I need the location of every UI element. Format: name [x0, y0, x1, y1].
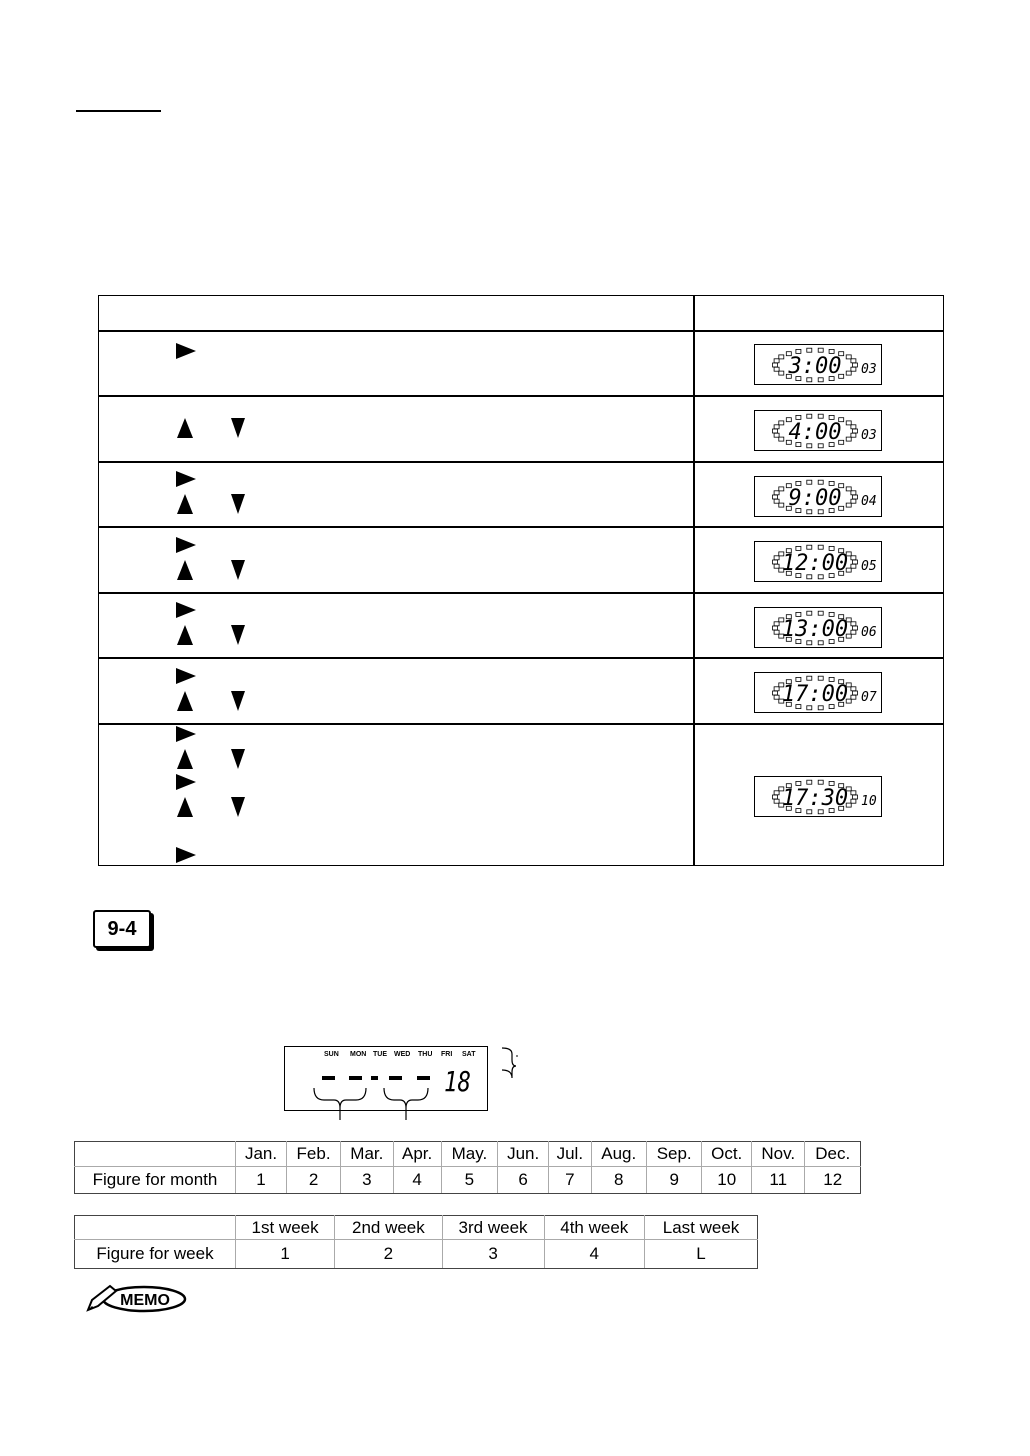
up-arrow-key-icon: [177, 560, 193, 580]
memo-label: MEMO: [120, 1292, 170, 1309]
lcd-time-digits: 3:00: [788, 354, 842, 379]
up-arrow-key-icon: [177, 749, 193, 769]
month-figure: 11: [751, 1167, 804, 1194]
week-header: Last week: [645, 1216, 758, 1240]
day-label: WED: [394, 1051, 411, 1058]
right-arrow-key-icon: [176, 668, 196, 684]
lcd-suffix-digits: 05: [861, 559, 877, 574]
lcd-display: [754, 776, 882, 817]
row-label: Figure for month: [75, 1167, 236, 1194]
month-header: Aug.: [591, 1142, 646, 1167]
memo-icon: [84, 1282, 188, 1314]
week-header: 3rd week: [442, 1216, 544, 1240]
blank-cell: [75, 1216, 236, 1240]
down-arrow-key-icon: [231, 749, 245, 769]
week-header-row: [75, 1216, 758, 1240]
lcd-suffix-digits: 04: [861, 494, 877, 509]
row-divider: [99, 395, 943, 397]
month-header: Mar.: [341, 1142, 394, 1167]
down-arrow-key-icon: [231, 418, 245, 438]
day-label: THU: [418, 1051, 433, 1058]
row-divider: [99, 330, 943, 332]
heading-underline: [76, 110, 161, 112]
lcd-time-digits: 4:00: [788, 420, 842, 445]
month-figure: 6: [498, 1167, 549, 1194]
month-figure: 9: [646, 1167, 701, 1194]
lcd-display: [754, 672, 882, 713]
lcd-screen: [755, 411, 883, 452]
down-arrow-key-icon: [231, 560, 245, 580]
up-arrow-key-icon: [177, 625, 193, 645]
lcd-screen: [755, 345, 883, 386]
callout-brackets: [300, 1040, 540, 1125]
month-header: Dec.: [805, 1142, 861, 1167]
row-divider: [99, 657, 943, 659]
day-label: SUN: [324, 1051, 339, 1058]
month-header: Apr.: [393, 1142, 441, 1167]
day-label: TUE: [373, 1051, 387, 1058]
lcd-suffix-digits: 06: [861, 625, 877, 640]
month-figure-row: [75, 1167, 861, 1194]
month-figure: 3: [341, 1167, 394, 1194]
lcd-screen: [755, 673, 883, 714]
section-badge: 9-4: [93, 910, 151, 948]
lcd-suffix-digits: 03: [861, 428, 877, 443]
lcd-time-digits: 12:00: [781, 551, 849, 576]
lcd-display: [754, 344, 882, 385]
month-figure: 1: [236, 1167, 287, 1194]
lcd-suffix-digits: 07: [861, 690, 877, 705]
row-divider: [99, 526, 943, 528]
month-header: Feb.: [287, 1142, 341, 1167]
lcd-time-digits: 13:00: [781, 617, 849, 642]
right-arrow-key-icon: [176, 602, 196, 618]
row-divider: [99, 461, 943, 463]
right-arrow-key-icon: [176, 774, 196, 790]
lcd-suffix-digits: 03: [861, 362, 877, 377]
week-header: 4th week: [544, 1216, 645, 1240]
week-figure: 3: [442, 1240, 544, 1269]
lcd-display: [754, 541, 882, 582]
lcd-time-digits: 9:00: [788, 486, 842, 511]
month-header: Sep.: [646, 1142, 701, 1167]
row-divider: [99, 723, 943, 725]
down-arrow-key-icon: [231, 691, 245, 711]
day-label: MON: [350, 1051, 367, 1058]
right-arrow-key-icon: [176, 847, 196, 863]
week-figure: 1: [236, 1240, 335, 1269]
row-divider: [99, 592, 943, 594]
right-arrow-key-icon: [176, 343, 196, 359]
up-arrow-key-icon: [177, 691, 193, 711]
month-figure: 5: [441, 1167, 497, 1194]
month-header: May.: [441, 1142, 497, 1167]
month-figure: 2: [287, 1167, 341, 1194]
right-arrow-key-icon: [176, 726, 196, 742]
up-arrow-key-icon: [177, 418, 193, 438]
lcd-suffix-digits: 10: [861, 794, 877, 809]
lcd-screen: [755, 608, 883, 649]
lcd-display: [754, 607, 882, 648]
lcd-screen: [755, 777, 883, 818]
month-header: Nov.: [751, 1142, 804, 1167]
up-arrow-key-icon: [177, 797, 193, 817]
month-header: Jul.: [549, 1142, 591, 1167]
lcd-display: [754, 410, 882, 451]
up-arrow-key-icon: [177, 494, 193, 514]
month-header: Jun.: [498, 1142, 549, 1167]
week-figure-row: [75, 1240, 758, 1269]
month-header-row: [75, 1142, 861, 1167]
day-label: SAT: [462, 1051, 476, 1058]
month-figure: 12: [805, 1167, 861, 1194]
right-arrow-key-icon: [176, 471, 196, 487]
week-figure: L: [645, 1240, 758, 1269]
month-figure: 8: [591, 1167, 646, 1194]
week-figure: 2: [335, 1240, 442, 1269]
down-arrow-key-icon: [231, 625, 245, 645]
down-arrow-key-icon: [231, 797, 245, 817]
right-arrow-key-icon: [176, 537, 196, 553]
month-header: Jan.: [236, 1142, 287, 1167]
lcd-screen: [755, 542, 883, 583]
month-figure: 7: [549, 1167, 591, 1194]
down-arrow-key-icon: [231, 494, 245, 514]
row-label: Figure for week: [75, 1240, 236, 1269]
day-label: FRI: [441, 1051, 453, 1058]
display-readout: 18: [444, 1065, 471, 1098]
lcd-time-digits: 17:30: [781, 786, 849, 811]
lcd-display: [754, 476, 882, 517]
blank-cell: [75, 1142, 236, 1167]
week-header: 2nd week: [335, 1216, 442, 1240]
month-header: Oct.: [702, 1142, 752, 1167]
lcd-screen: [755, 477, 883, 518]
week-figure: 4: [544, 1240, 645, 1269]
month-figure: 10: [702, 1167, 752, 1194]
week-figure-table: [74, 1215, 758, 1269]
lcd-time-digits: 17:00: [781, 682, 849, 707]
month-figure: 4: [393, 1167, 441, 1194]
week-header: 1st week: [236, 1216, 335, 1240]
column-divider: [693, 296, 695, 865]
month-figure-table: [74, 1141, 861, 1194]
